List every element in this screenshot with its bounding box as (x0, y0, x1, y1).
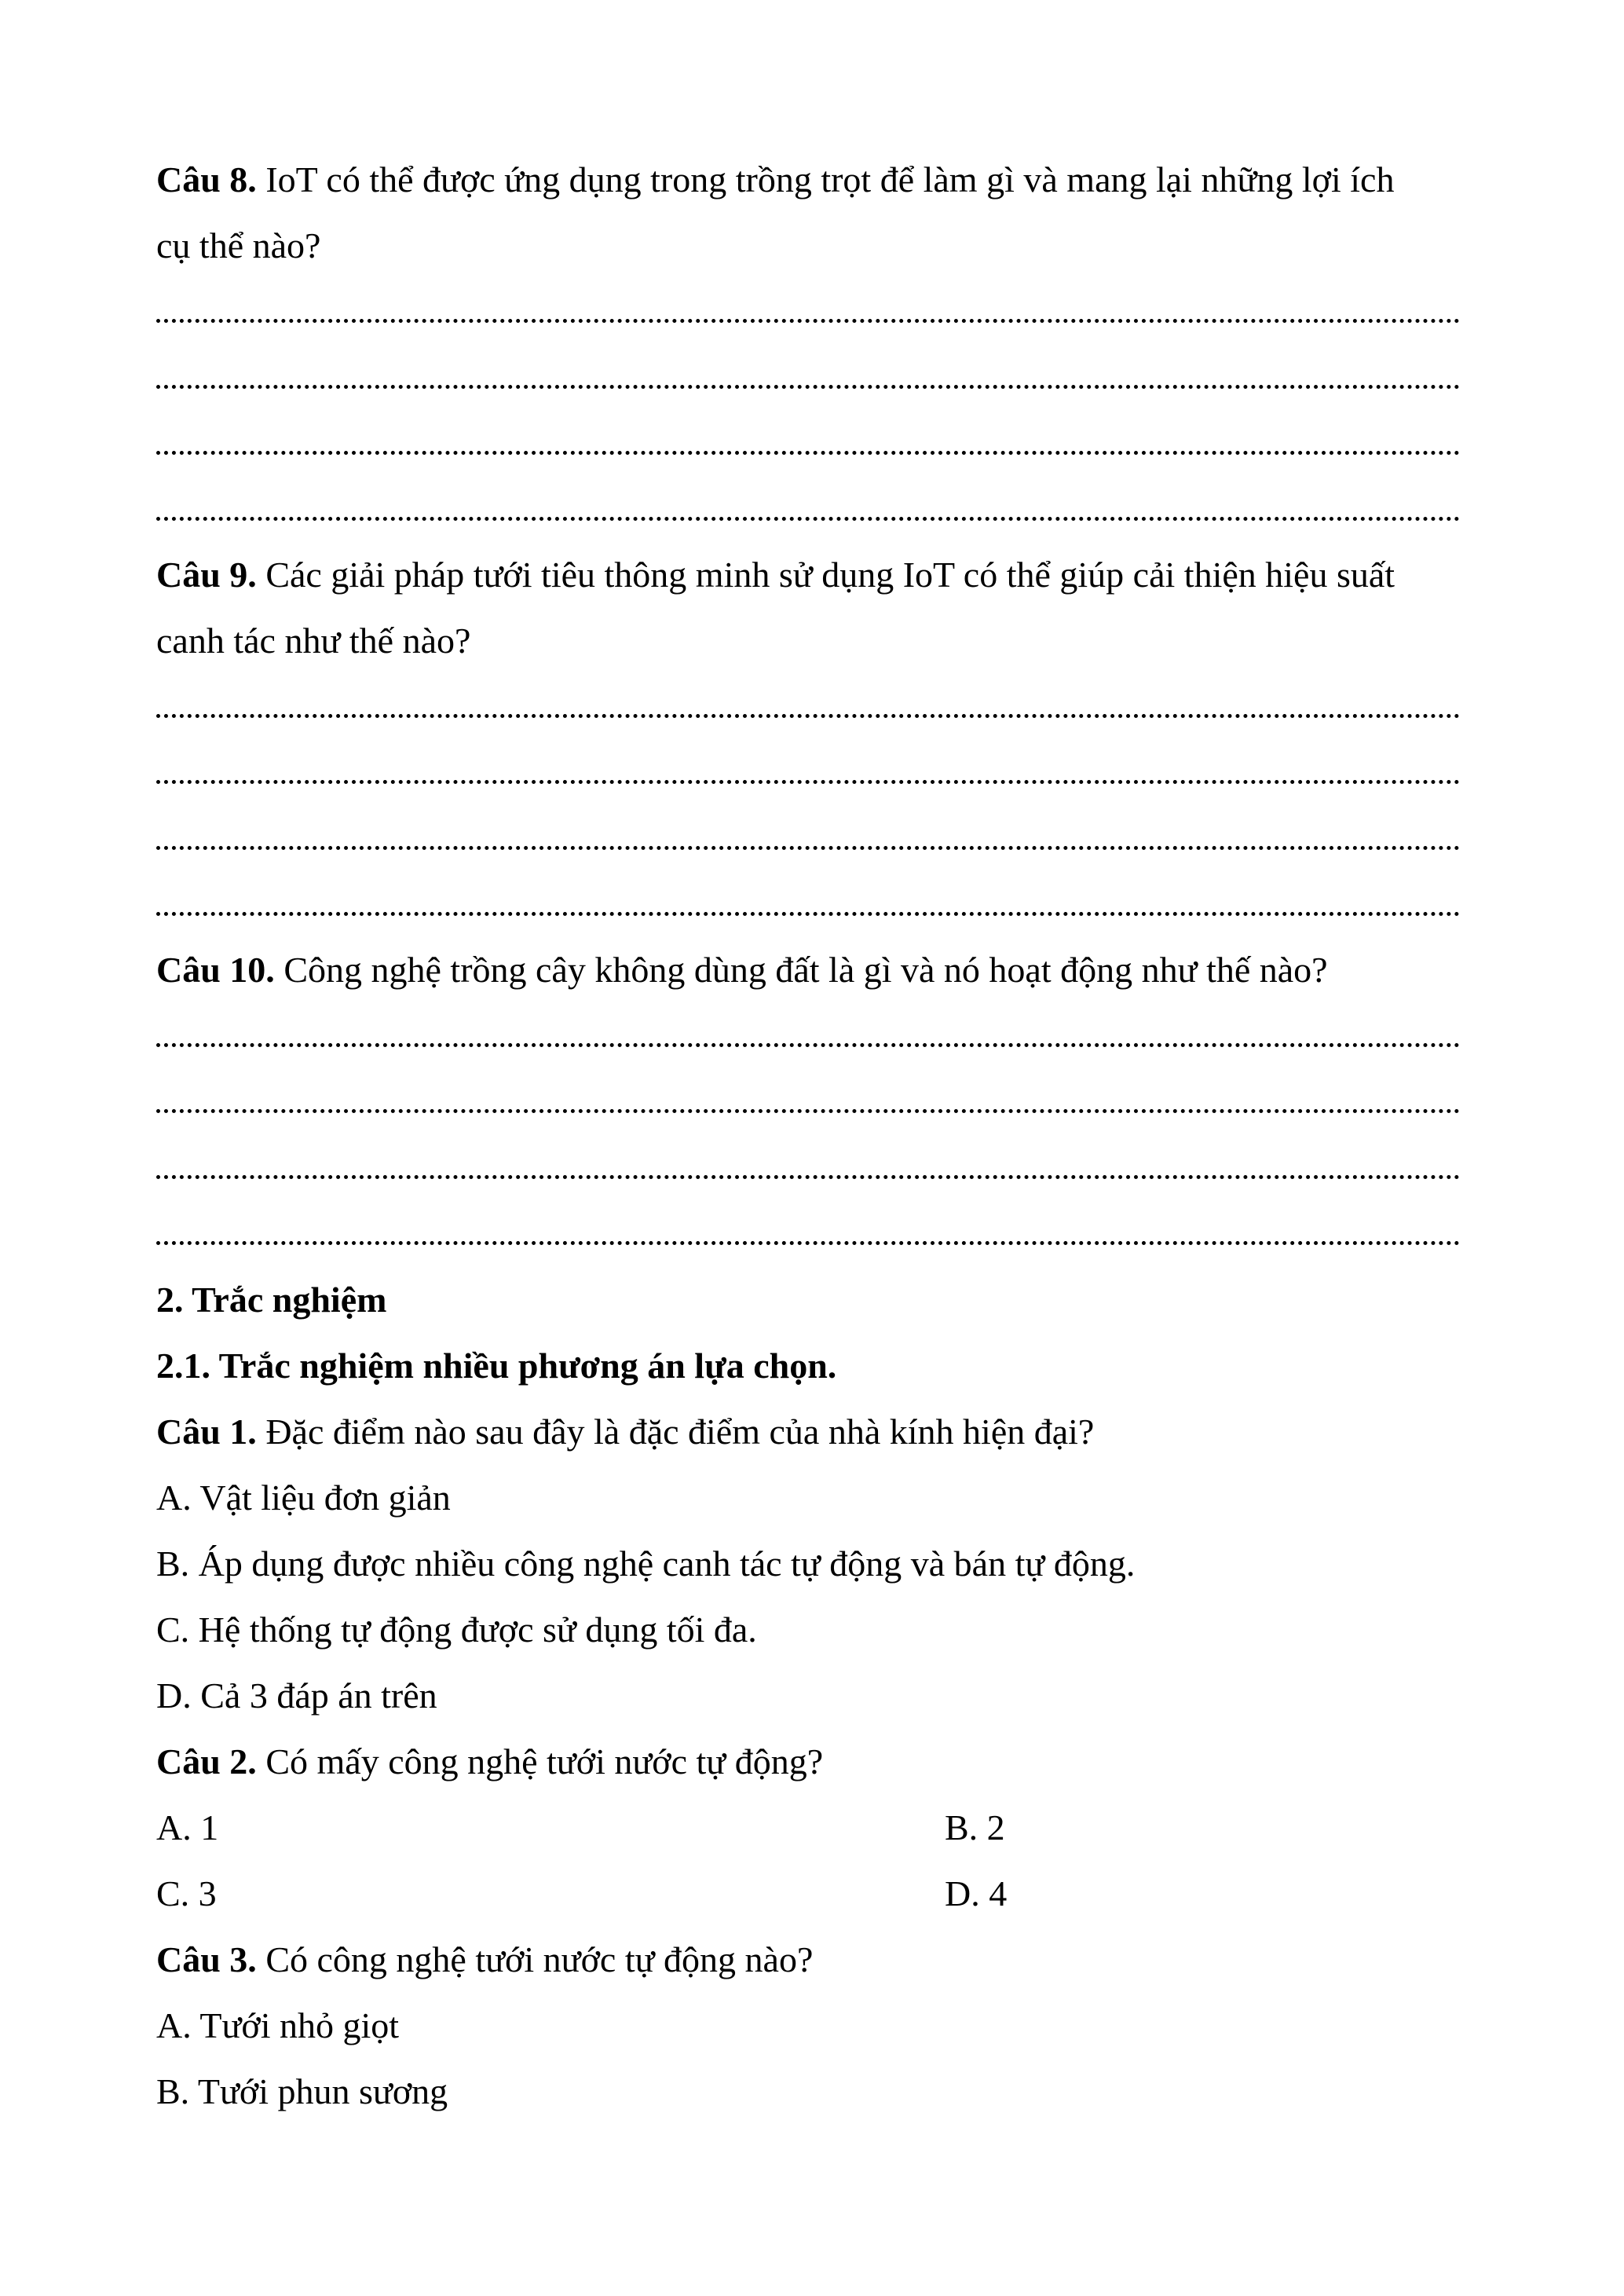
answer-line[interactable] (156, 385, 1460, 389)
option-b[interactable]: B. 2 (945, 1807, 1005, 1847)
essay-question-9 (156, 552, 1395, 598)
option-c[interactable]: C. Hệ thống tự động được sử dụng tối đa. (156, 1609, 757, 1650)
question-text: Các giải pháp tưới tiêu thông minh sử dụng IoT có thể giúp cải thiện hiệu suất (265, 555, 1395, 595)
option-a[interactable]: A. 1 (156, 1807, 219, 1847)
answer-line[interactable] (156, 1175, 1460, 1179)
essay-question-10 (156, 947, 1328, 993)
option-a[interactable]: A. Vật liệu đơn giản (156, 1478, 451, 1518)
option-b[interactable]: B. Áp dụng được nhiều công nghệ canh tác tự động và bán tự động. (156, 1543, 1136, 1584)
option-c[interactable]: C. 3 (156, 1873, 217, 1913)
question-text: Có công nghệ tưới nước tự động nào? (265, 1939, 814, 1979)
section-title: 2. Trắc nghiệm (156, 1280, 387, 1320)
mc-question-3 (156, 1937, 813, 1983)
option-d[interactable]: D. 4 (945, 1873, 1008, 1913)
essay-question-8-continued: cụ thể nào? (156, 225, 321, 265)
answer-line[interactable] (156, 517, 1460, 521)
question-label: Câu 8. (156, 159, 257, 200)
answer-line[interactable] (156, 1241, 1460, 1245)
answer-line[interactable] (156, 714, 1460, 718)
question-label: Câu 3. (156, 1939, 257, 1979)
answer-line[interactable] (156, 451, 1460, 455)
essay-question-8 (156, 157, 1394, 203)
answer-line[interactable] (156, 780, 1460, 784)
subsection-title: 2.1. Trắc nghiệm nhiều phương án lựa chọn. (156, 1346, 837, 1386)
essay-question-9-continued: canh tác như thế nào? (156, 621, 471, 661)
answer-line[interactable] (156, 319, 1460, 323)
question-label: Câu 9. (156, 555, 257, 595)
answer-line[interactable] (156, 1043, 1460, 1047)
answer-line[interactable] (156, 846, 1460, 850)
option-d[interactable]: D. Cả 3 đáp án trên (156, 1675, 437, 1716)
option-a[interactable]: A. Tưới nhỏ giọt (156, 2005, 400, 2045)
question-text: Có mấy công nghệ tưới nước tự động? (265, 1741, 824, 1782)
question-label: Câu 1. (156, 1412, 257, 1452)
mc-question-1 (156, 1409, 1094, 1455)
answer-line[interactable] (156, 912, 1460, 916)
question-text: IoT có thể được ứng dụng trong trồng trọt để làm gì và mang lại những lợi ích (265, 159, 1395, 200)
question-text: Công nghệ trồng cây không dùng đất là gì và nó hoạt động như thế nào? (283, 950, 1328, 990)
question-label: Câu 10. (156, 950, 275, 990)
option-b[interactable]: B. Tưới phun sương (156, 2071, 448, 2111)
answer-line[interactable] (156, 1109, 1460, 1113)
question-label: Câu 2. (156, 1741, 257, 1782)
question-text: Đặc điểm nào sau đây là đặc điểm của nhà kính hiện đại? (265, 1412, 1095, 1452)
mc-question-2 (156, 1739, 823, 1785)
